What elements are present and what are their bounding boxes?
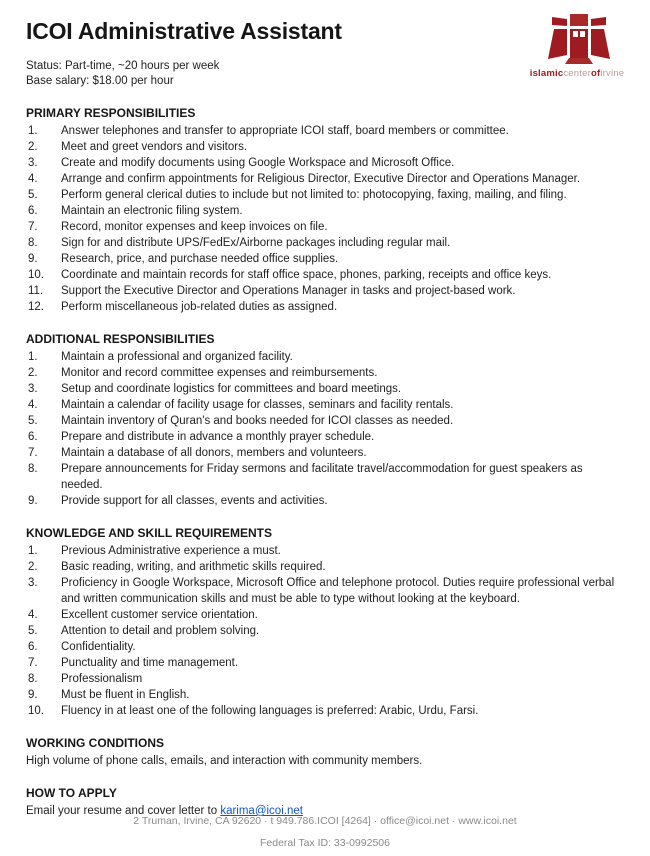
list-item-text: Maintain inventory of Quran's and books needed for ICOI classes as needed. bbox=[61, 415, 454, 427]
list-item-text: Coordinate and maintain records for staff office space, phones, parking, receipts and office keys. bbox=[61, 269, 552, 281]
list-item bbox=[26, 607, 624, 623]
logo-word-of: of bbox=[590, 68, 601, 79]
list-item-number: 7. bbox=[28, 447, 38, 459]
list-item bbox=[26, 397, 624, 413]
section-heading: ADDITIONAL RESPONSIBILITIES bbox=[26, 332, 215, 346]
document-footer bbox=[0, 810, 650, 854]
list-item bbox=[26, 171, 624, 187]
list-item-text: Professionalism bbox=[61, 673, 143, 685]
list-item-number: 2. bbox=[28, 141, 38, 153]
section-primary-responsibilities bbox=[26, 106, 624, 315]
list-item bbox=[26, 251, 624, 267]
list-item-text: Maintain a professional and organized facility. bbox=[61, 351, 293, 363]
list-item-number: 1. bbox=[28, 125, 38, 137]
page-title: ICOI Administrative Assistant bbox=[26, 18, 342, 44]
list-item bbox=[26, 461, 624, 493]
list-item bbox=[26, 413, 624, 429]
list-item-text: Maintain a database of all donors, members and volunteers. bbox=[61, 447, 367, 459]
list-item-text: Answer telephones and transfer to appropriate ICOI staff, board members or committee. bbox=[61, 125, 509, 137]
working-conditions-text: High volume of phone calls, emails, and interaction with community members. bbox=[26, 755, 423, 767]
list-item bbox=[26, 575, 624, 607]
list-item-text: Excellent customer service orientation. bbox=[61, 609, 258, 621]
list-item bbox=[26, 623, 624, 639]
list-item-number: 12. bbox=[28, 301, 44, 313]
section-heading: PRIMARY RESPONSIBILITIES bbox=[26, 106, 196, 120]
list-item-number: 5. bbox=[28, 625, 38, 637]
list-item bbox=[26, 139, 624, 155]
list-item bbox=[26, 543, 624, 559]
section-heading: KNOWLEDGE AND SKILL REQUIREMENTS bbox=[26, 526, 273, 540]
list-item bbox=[26, 299, 624, 315]
list-item-text: Basic reading, writing, and arithmetic skills required. bbox=[61, 561, 326, 573]
list-item-text: Research, price, and purchase needed office supplies. bbox=[61, 253, 339, 265]
list-item bbox=[26, 123, 624, 139]
list-item-number: 6. bbox=[28, 205, 38, 217]
section-knowledge-skill-requirements bbox=[26, 526, 624, 719]
list-item-text: Fluency in at least one of the following languages is preferred: Arabic, Urdu, Farsi. bbox=[61, 705, 479, 717]
list-item-text: Provide support for all classes, events and activities. bbox=[61, 495, 328, 507]
list-item-number: 1. bbox=[28, 351, 38, 363]
list-item-text: Perform general clerical duties to include but not limited to: photocopying, faxing, mailing, and filing. bbox=[61, 189, 567, 201]
list-item bbox=[26, 687, 624, 703]
list-item bbox=[26, 381, 624, 397]
list-item-number: 8. bbox=[28, 673, 38, 685]
list-item-text: Prepare and distribute in advance a monthly prayer schedule. bbox=[61, 431, 375, 443]
list-item bbox=[26, 283, 624, 299]
list-item-number: 4. bbox=[28, 399, 38, 411]
list-item-number: 8. bbox=[28, 463, 38, 475]
list-item-number: 4. bbox=[28, 609, 38, 621]
logo-word-islamic: islamic bbox=[529, 68, 564, 79]
list-item bbox=[26, 155, 624, 171]
list-item-text: Create and modify documents using Google Workspace and Microsoft Office. bbox=[61, 157, 455, 169]
list-item bbox=[26, 655, 624, 671]
list-item-number: 9. bbox=[28, 689, 38, 701]
list-item bbox=[26, 703, 624, 719]
list-item bbox=[26, 559, 624, 575]
additional-responsibilities-list bbox=[26, 349, 624, 509]
list-item-text: Previous Administrative experience a must. bbox=[61, 545, 281, 557]
list-item bbox=[26, 493, 624, 509]
list-item-text: Prepare announcements for Friday sermons and facilitate travel/accommodation for guest speakers as needed. bbox=[61, 463, 583, 491]
logo-wordmark bbox=[516, 68, 638, 79]
status-line: Status: Part-time, ~20 hours per week bbox=[26, 60, 220, 72]
list-item-text: Maintain an electronic filing system. bbox=[61, 205, 243, 217]
list-item-number: 10. bbox=[28, 705, 44, 717]
logo-word-irvine: irvine bbox=[600, 68, 625, 79]
section-working-conditions bbox=[26, 736, 624, 769]
section-additional-responsibilities bbox=[26, 332, 624, 509]
list-item bbox=[26, 187, 624, 203]
list-item-text: Maintain a calendar of facility usage for classes, seminars and facility rentals. bbox=[61, 399, 454, 411]
list-item-number: 7. bbox=[28, 221, 38, 233]
list-item-number: 9. bbox=[28, 253, 38, 265]
list-item-number: 8. bbox=[28, 237, 38, 249]
list-item-number: 3. bbox=[28, 383, 38, 395]
apply-text-before: Email your resume and cover letter to bbox=[26, 805, 221, 817]
list-item bbox=[26, 639, 624, 655]
list-item-number: 4. bbox=[28, 173, 38, 185]
list-item-text: Perform miscellaneous job-related duties as assigned. bbox=[61, 301, 338, 313]
list-item-text: Attention to detail and problem solving. bbox=[61, 625, 260, 637]
list-item-text: Setup and coordinate logistics for committees and board meetings. bbox=[61, 383, 402, 395]
list-item-number: 11. bbox=[28, 285, 44, 297]
logo-word-center: center bbox=[563, 68, 591, 79]
list-item-number: 2. bbox=[28, 561, 38, 573]
list-item-text: Sign for and distribute UPS/FedEx/Airborne packages including regular mail. bbox=[61, 237, 451, 249]
list-item bbox=[26, 365, 624, 381]
list-item-text: Punctuality and time management. bbox=[61, 657, 239, 669]
list-item-number: 9. bbox=[28, 495, 38, 507]
list-item-text: Must be fluent in English. bbox=[61, 689, 190, 701]
list-item-text: Arrange and confirm appointments for Religious Director, Executive Director and Operations Manager. bbox=[61, 173, 581, 185]
list-item-number: 5. bbox=[28, 415, 38, 427]
salary-line: Base salary: $18.00 per hour bbox=[26, 75, 174, 87]
email-link[interactable]: karima@icoi.net bbox=[220, 805, 303, 817]
list-item-number: 3. bbox=[28, 157, 38, 169]
list-item-text: Record, monitor expenses and keep invoices on file. bbox=[61, 221, 328, 233]
list-item bbox=[26, 267, 624, 283]
list-item bbox=[26, 203, 624, 219]
org-logo bbox=[516, 12, 638, 79]
section-heading: WORKING CONDITIONS bbox=[26, 736, 164, 750]
list-item-number: 5. bbox=[28, 189, 38, 201]
list-item-number: 6. bbox=[28, 641, 38, 653]
list-item bbox=[26, 349, 624, 365]
footer-contact-line: 2 Truman, Irvine, CA 92620 · t 949.786.ICOI [4264] · office@icoi.net · www.icoi.net bbox=[133, 815, 517, 827]
list-item bbox=[26, 445, 624, 461]
list-item-text: Meet and greet vendors and visitors. bbox=[61, 141, 248, 153]
list-item-number: 3. bbox=[28, 577, 38, 589]
list-item-text: Monitor and record committee expenses and reimbursements. bbox=[61, 367, 378, 379]
list-item-number: 2. bbox=[28, 367, 38, 379]
section-heading: HOW TO APPLY bbox=[26, 786, 117, 800]
list-item bbox=[26, 235, 624, 251]
knowledge-skill-list bbox=[26, 543, 624, 719]
list-item-number: 1. bbox=[28, 545, 38, 557]
list-item bbox=[26, 429, 624, 445]
list-item-text: Support the Executive Director and Operations Manager in tasks and project-based work. bbox=[61, 285, 516, 297]
list-item bbox=[26, 219, 624, 235]
list-item-number: 10. bbox=[28, 269, 44, 281]
list-item-number: 7. bbox=[28, 657, 38, 669]
primary-responsibilities-list bbox=[26, 123, 624, 315]
list-item-text: Confidentiality. bbox=[61, 641, 136, 653]
list-item bbox=[26, 671, 624, 687]
mosque-building-icon bbox=[543, 12, 611, 64]
list-item-text: Proficiency in Google Workspace, Microsoft Office and telephone protocol. Duties require professional verbal and written communication skills and must be able to type without looking at the keyboard. bbox=[61, 577, 615, 605]
list-item-number: 6. bbox=[28, 431, 38, 443]
footer-tax-line: Federal Tax ID: 33-0992506 bbox=[260, 837, 390, 849]
